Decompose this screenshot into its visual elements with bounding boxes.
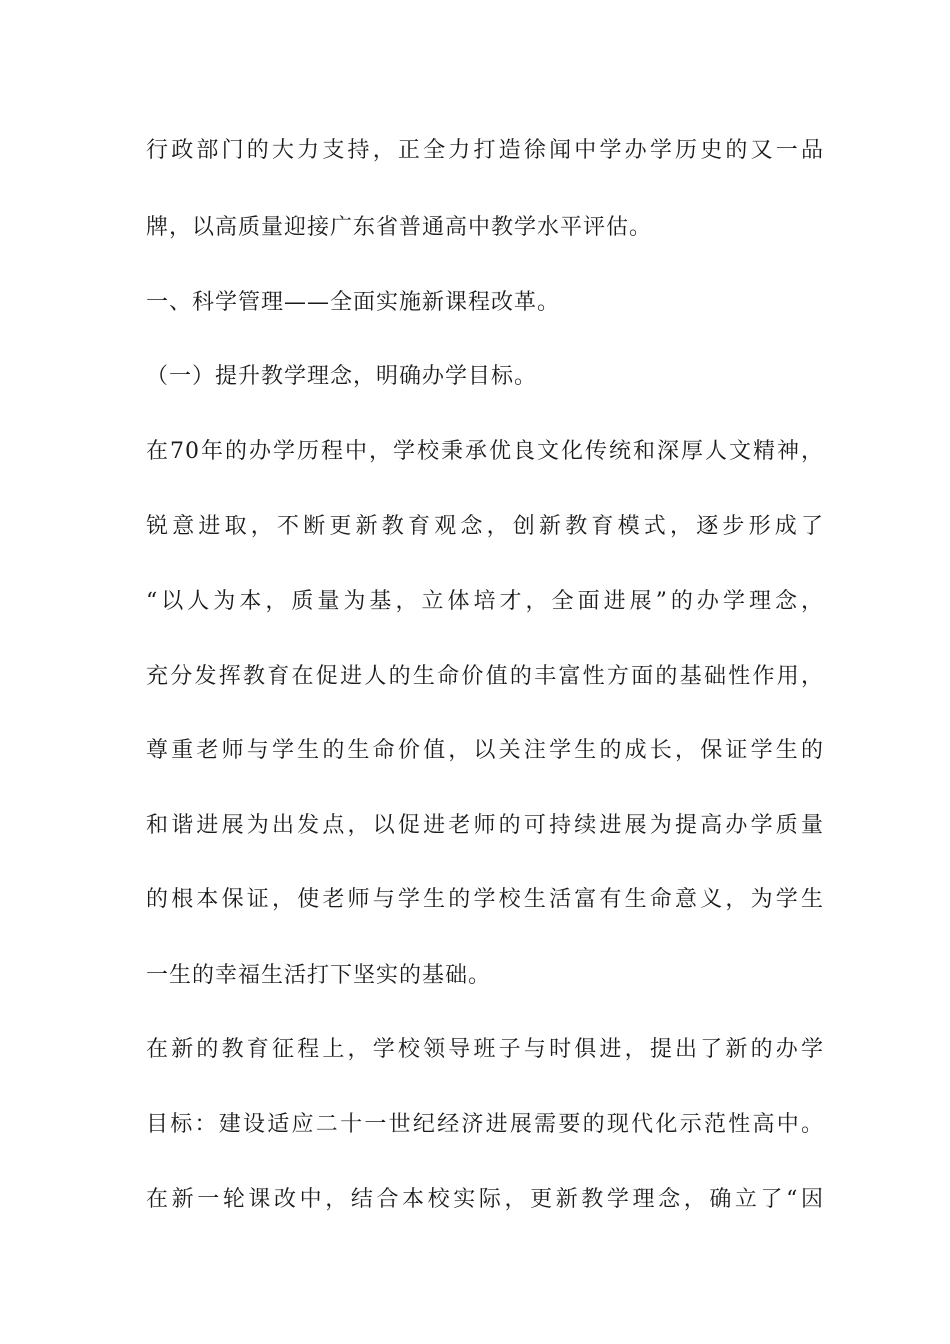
text-line: 行政部门的大力支持，正全力打造徐闻中学办学历史的又一品 — [146, 138, 824, 163]
text-line: 一生的幸福生活打下坚实的基础。 — [146, 963, 492, 988]
text-line: 目标：建设适应二十一世纪经济进展需要的现代化示范性高中。 — [146, 1112, 824, 1137]
text-line: 的根本保证，使老师与学生的学校生活富有生命意义，为学生 — [146, 887, 824, 912]
text-line: 尊重老师与学生的生命价值，以关注学生的成长，保证学生的 — [146, 738, 824, 763]
text-line: 牌，以高质量迎接广东省普通高中教学水平评估。 — [146, 215, 653, 240]
text-line: 锐意进取，不断更新教育观念，创新教育模式，逐步形成了 — [146, 514, 824, 539]
text-line: 在70年的办学历程中，学校秉承优良文化传统和深厚人文精神， — [146, 439, 824, 464]
text-line: 充分发挥教育在促进人的生命价值的丰富性方面的基础性作用， — [146, 664, 824, 689]
text-line: “以人为本，质量为基，立体培才，全面进展”的办学理念， — [146, 589, 824, 614]
section-heading: 一、科学管理——全面实施新课程改革。 — [146, 290, 561, 315]
text-line: 在新一轮课改中，结合本校实际，更新教学理念，确立了“因 — [146, 1187, 824, 1212]
text-line: 在新的教育征程上，学校领导班子与时俱进，提出了新的办学 — [146, 1037, 824, 1062]
text-line: 和谐进展为出发点，以促进老师的可持续进展为提高办学质量 — [146, 813, 824, 838]
subsection-heading: （一）提升教学理念，明确办学目标。 — [146, 364, 538, 389]
